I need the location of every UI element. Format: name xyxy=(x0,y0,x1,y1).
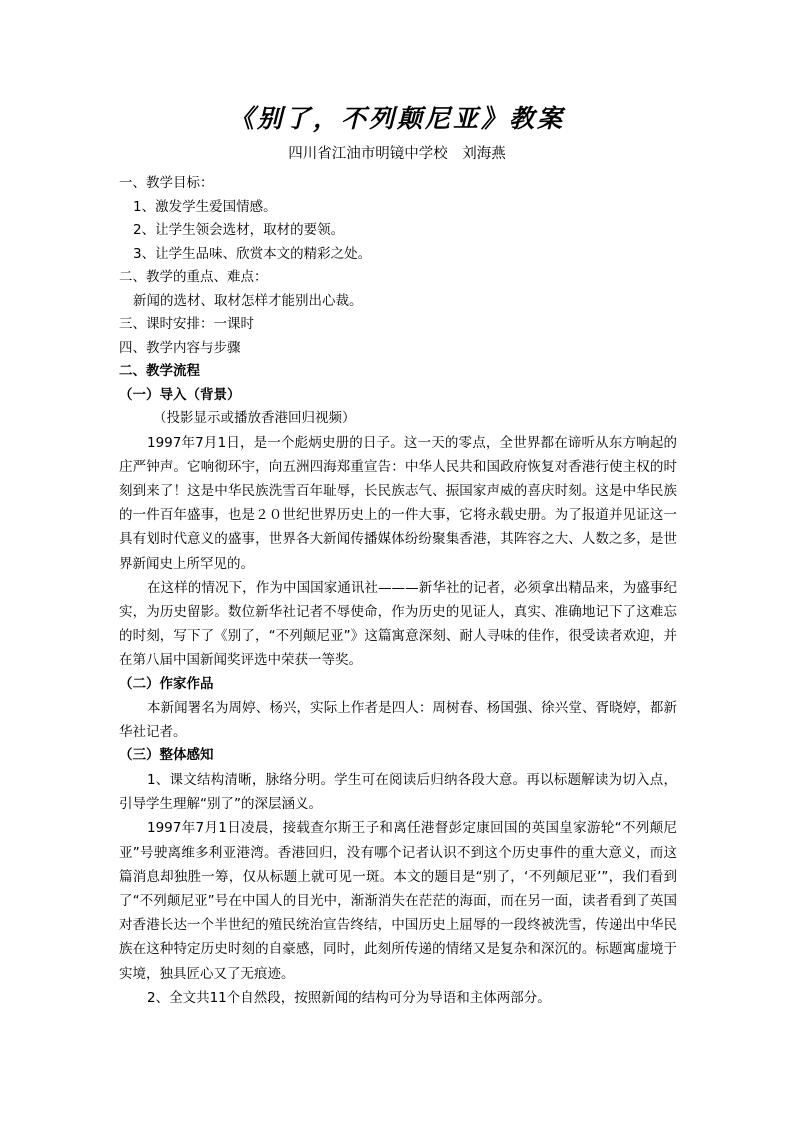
overall-heading: （三）整体感知 xyxy=(119,747,214,764)
goal-item: 1、激发学生爱国情感。 xyxy=(133,198,277,215)
intro-heading: （一）导入（背景） xyxy=(119,386,241,403)
steps-heading: 四、教学内容与步骤 xyxy=(119,339,241,356)
focus-text: 新闻的选材、取材怎样才能别出心裁。 xyxy=(133,292,363,309)
goals-heading: 一、教学目标： xyxy=(119,175,214,191)
author-heading: （二）作家作品 xyxy=(119,675,214,692)
flow-heading: 二、教学流程 xyxy=(119,363,200,379)
document-title: 《别了，不列颠尼亚》教案 xyxy=(228,104,565,133)
overall-paragraph-2: 1997年7月1日凌晨，接载查尔斯王子和离任港督彭定康回国的英国皇家游轮“不列颠尼亚”号驶离维多利亚港湾。香港回归，没有哪个记者认识不到这个历史事件的重大意义，而这篇消息却独胜一筹，仅从标题上就可见一斑。本文的题目是“别了，‘不列颠尼亚’”，我们看到了“不列颠尼亚”号在中国人的目光中，渐渐消失在茫茫的海面，而在另一面，读者看到了英国对香港长达一个半世纪的殖民统治宣告终结，中国历史上屈辱的一段终被洗雪，传递出中华民族在这种特定历史时刻的自豪感，同时，此刻所传递的情绪又是复杂和深沉的。标题寓虚境于实境，独具匠心又了无痕迹。 xyxy=(119,820,677,982)
overall-paragraph-3: 2、全文共11个自然段，按照新闻的结构可分为导语和主体两部分。 xyxy=(147,989,551,1006)
schedule-heading: 三、课时安排：一课时 xyxy=(119,316,254,332)
document-body xyxy=(119,172,677,1010)
focus-heading: 二、教学的重点、难点： xyxy=(119,269,268,285)
goal-item: 2、让学生领会选材，取材的要领。 xyxy=(133,222,345,238)
goal-item: 3、让学生品味、欣赏本文的精彩之处。 xyxy=(133,245,372,262)
intro-paragraph-1: 1997年7月1日，是一个彪炳史册的日子。这一天的零点，全世界都在谛听从东方响起的庄严钟声。它响彻环宇，向五洲四海郑重宣告：中华人民共和国政府恢复对香港行使主权的时刻到来了！这是中华民族洗雪百年耻辱，长民族志气、振国家声威的喜庆时刻。这是中华民族的一件百年盛事，也是２０世纪世界历史上的一件大事，它将永载史册。为了报道并见证这一具有划时代意义的盛事，世界各大新闻传播媒体纷纷聚集香港，其阵容之大、人数之多，是世界新闻史上所罕见的。 xyxy=(119,434,677,572)
author-line: 四川省江油市明镜中学校 刘海燕 xyxy=(288,146,506,162)
overall-paragraph-1: 1、课文结构清晰，脉络分明。学生可在阅读后归纳各段大意。再以标题解读为切入点，引导学生理解“别了”的深层涵义。 xyxy=(119,771,677,813)
intro-paragraph-2: 在这样的情况下，作为中国国家通讯社———新华社的记者，必须拿出精品来，为盛事纪实，为历史留影。数位新华社记者不辱使命，作为历史的见证人，真实、准确地记下了这难忘的时刻，写下了《别了，“不列颠尼亚”》这篇寓意深刻、耐人寻味的佳作，很受读者欢迎，并在第八届中国新闻奖评选中荣获一等奖。 xyxy=(119,579,677,669)
author-paragraph: 本新闻署名为周婷、杨兴，实际上作者是四人：周树春、杨国强、徐兴堂、胥晓婷，都新华社记者。 xyxy=(119,700,677,741)
intro-note: （投影显示或播放香港回归视频） xyxy=(153,410,356,426)
